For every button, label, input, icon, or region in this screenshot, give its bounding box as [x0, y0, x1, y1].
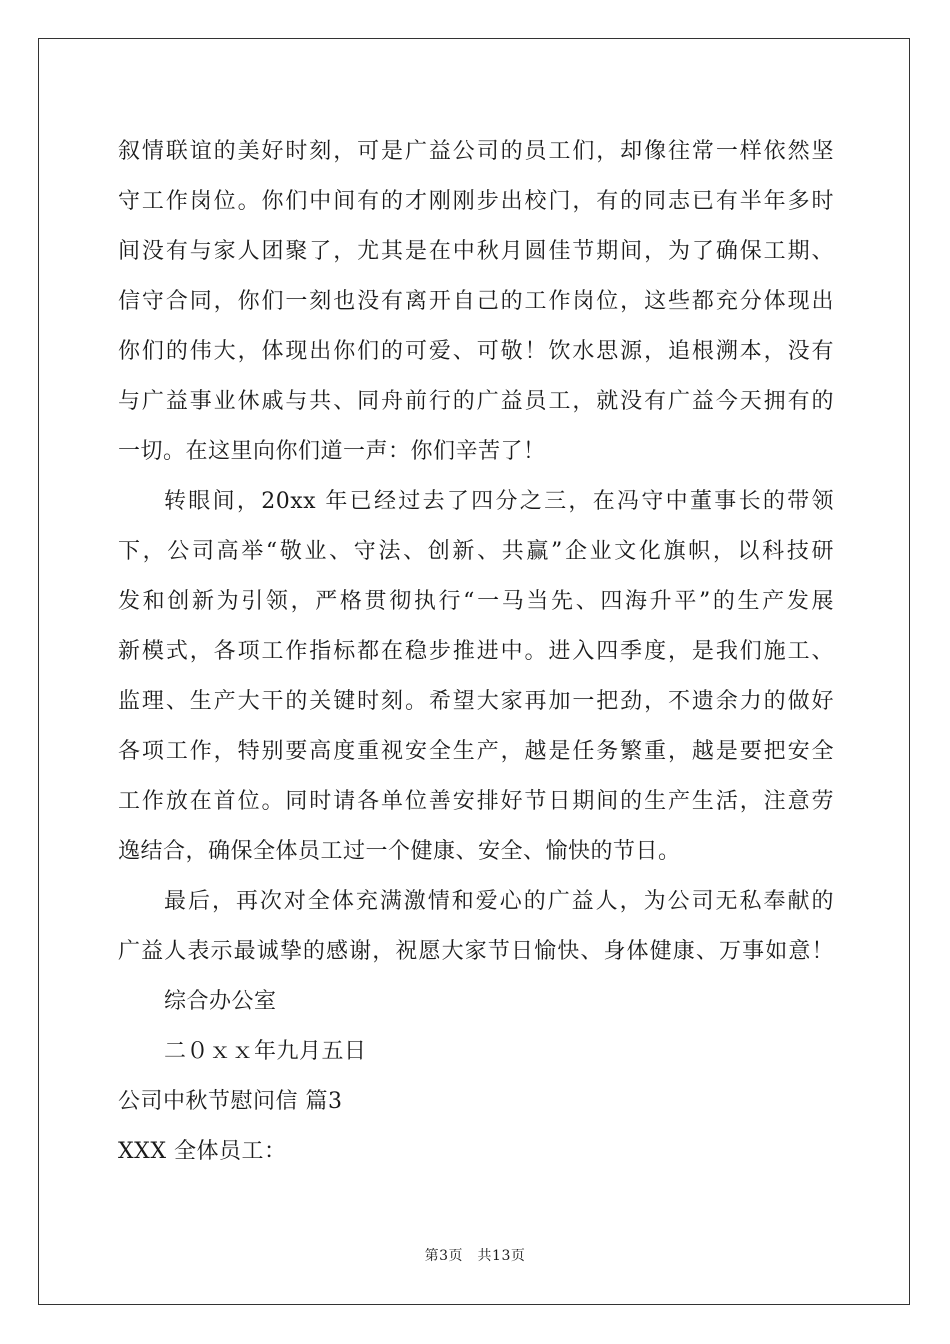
text-line: 工作放在首位。同时请各单位善安排好节日期间的生产生活，注意劳 — [118, 789, 834, 814]
text-line: 下，公司高举“敬业、守法、创新、共赢”企业文化旗帜，以科技研 — [118, 539, 834, 564]
text-line: 一切。在这里向你们道一声：你们辛苦了！ — [118, 439, 546, 464]
text-line: 信守合同，你们一刻也没有离开自己的工作岗位，这些都充分体现出 — [118, 289, 834, 314]
section-title: 公司中秋节慰问信 篇3 — [118, 1089, 343, 1114]
text-line: 发和创新为引领，严格贯彻执行“一马当先、四海升平”的生产发展 — [118, 589, 834, 614]
text-line: 间没有与家人团聚了，尤其是在中秋月圆佳节期间，为了确保工期、 — [118, 239, 834, 264]
text-line: 你们的伟大，体现出你们的可爱、可敬！饮水思源，追根溯本，没有 — [118, 339, 834, 364]
text-line: 广益人表示最诚挚的感谢，祝愿大家节日愉快、身体健康、万事如意！ — [118, 939, 834, 964]
text-line: 转眼间，20xx 年已经过去了四分之三，在冯守中董事长的带领 — [164, 489, 834, 514]
text-line: 新模式，各项工作指标都在稳步推进中。进入四季度，是我们施工、 — [118, 639, 834, 664]
signature-office: 综合办公室 — [164, 989, 277, 1014]
salutation: XXX 全体员工： — [118, 1139, 287, 1164]
text-line: 逸结合，确保全体员工过一个健康、安全、愉快的节日。 — [118, 839, 681, 864]
letter-body — [118, 127, 834, 1177]
text-line: 与广益事业休戚与共、同舟前行的广益员工，就没有广益今天拥有的 — [118, 389, 834, 414]
text-line: 各项工作，特别要高度重视安全生产，越是任务繁重，越是要把安全 — [118, 739, 834, 764]
text-line: 叙情联谊的美好时刻，可是广益公司的员工们，却像往常一样依然坚 — [118, 139, 834, 164]
text-line: 守工作岗位。你们中间有的才刚刚步出校门，有的同志已有半年多时 — [118, 189, 834, 214]
page-indicator: 第3页 共13页 — [424, 1248, 526, 1264]
text-line: 监理、生产大干的关键时刻。希望大家再加一把劲，不遗余力的做好 — [118, 689, 834, 714]
signature-date: 二０ｘｘ年九月五日 — [164, 1039, 367, 1064]
text-line: 最后，再次对全体充满激情和爱心的广益人，为公司无私奉献的 — [164, 889, 834, 914]
